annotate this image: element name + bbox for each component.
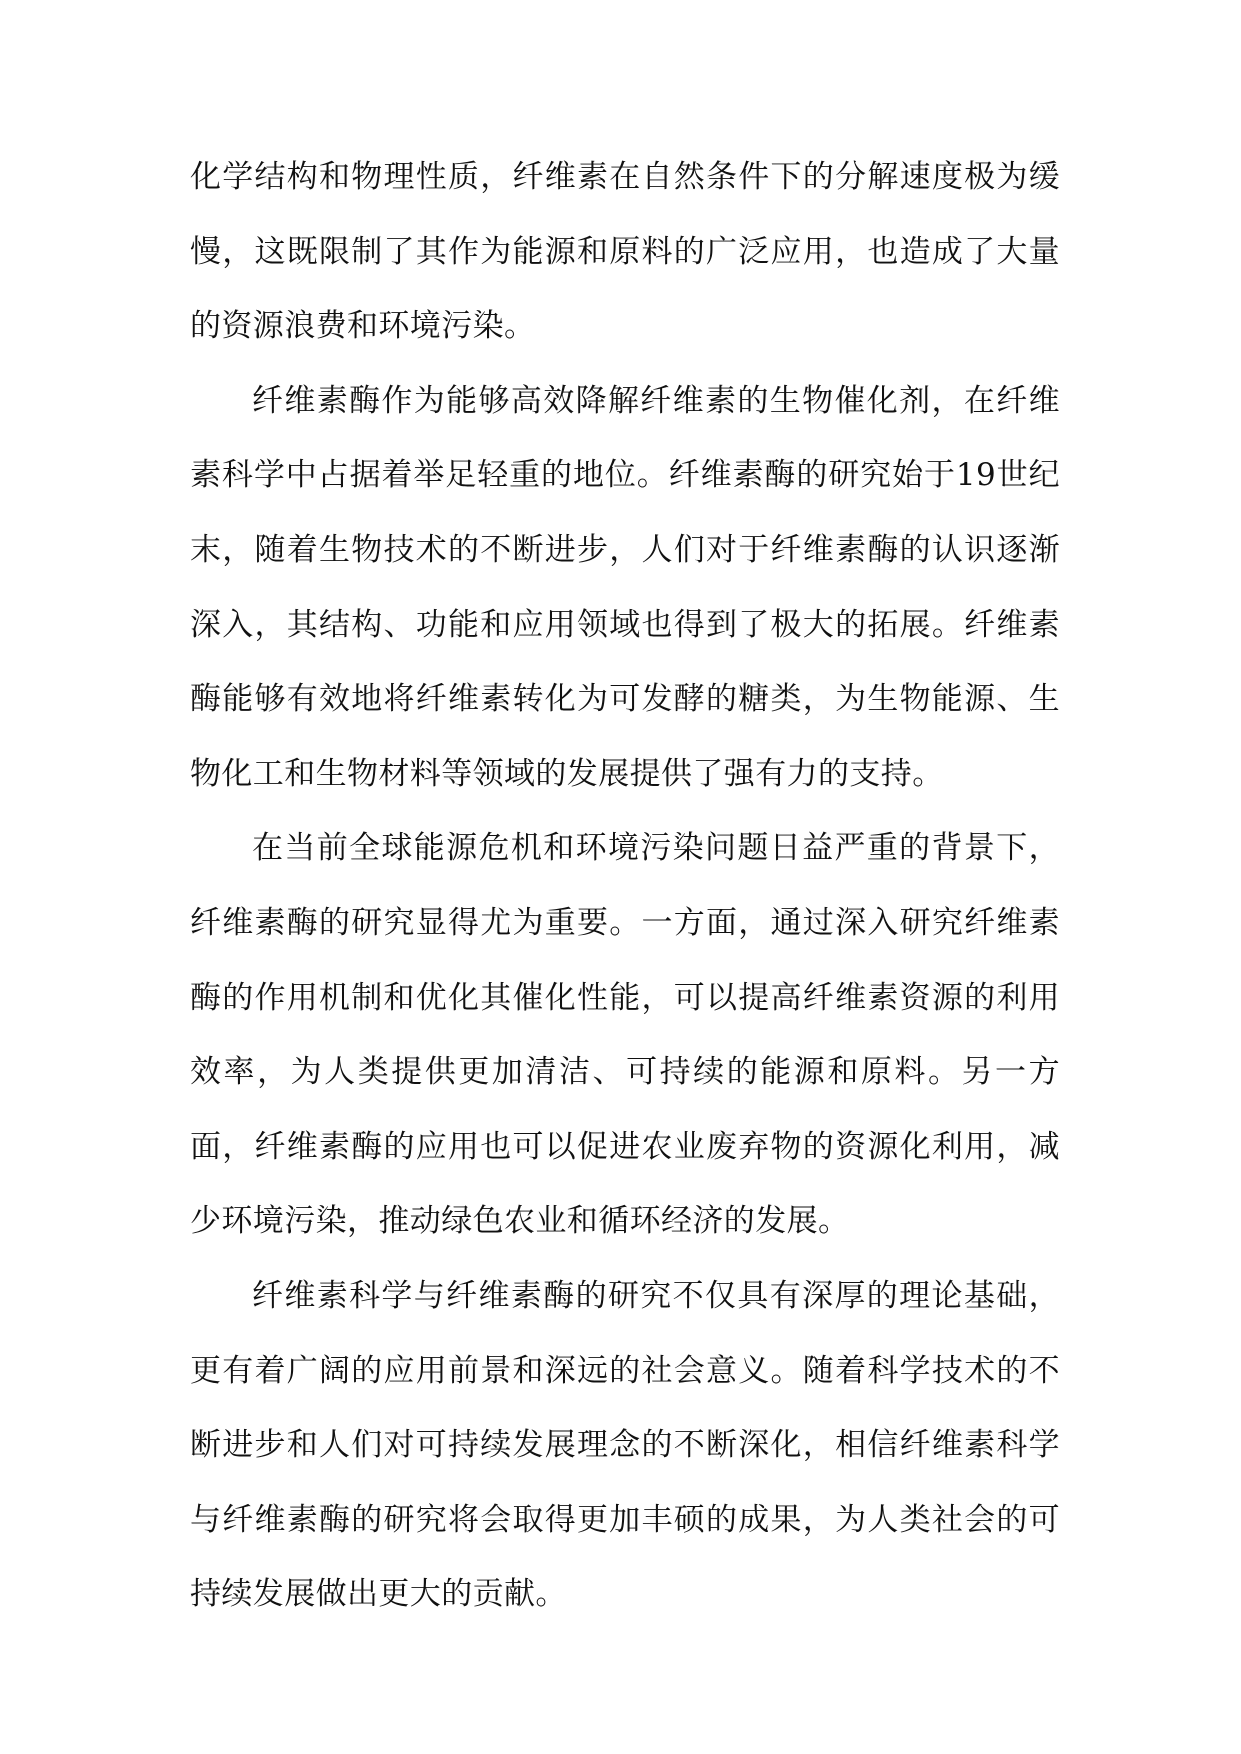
paragraph-2: 纤维素酶作为能够高效降解纤维素的生物催化剂，在纤维素科学中占据着举足轻重的地位。纤维素酶的研究始于19世纪末，随着生物技术的不断进步，人们对于纤维素酶的认识逐渐深入，其结构、功能和应用领域也得到了极大的拓展。纤维素酶能够有效地将纤维素转化为可发酵的糖类，为生物能源、生物化工和生物材料等领域的发展提供了强有力的支持。 [190,382,1060,792]
paragraph-1: 化学结构和物理性质，纤维素在自然条件下的分解速度极为缓慢，这既限制了其作为能源和原料的广泛应用，也造成了大量的资源浪费和环境污染。 [190,159,1060,345]
paragraph-4: 纤维素科学与纤维素酶的研究不仅具有深厚的理论基础，更有着广阔的应用前景和深远的社会意义。随着科学技术的不断进步和人们对可持续发展理念的不断深化，相信纤维素科学与纤维素酶的研究将会取得更加丰硕的成果，为人类社会的可持续发展做出更大的贡献。 [190,1277,1060,1613]
paragraph-3: 在当前全球能源危机和环境污染问题日益严重的背景下，纤维素酶的研究显得尤为重要。一方面，通过深入研究纤维素酶的作用机制和优化其催化性能，可以提高纤维素资源的利用效率，为人类提供更加清洁、可持续的能源和原料。另一方面，纤维素酶的应用也可以促进农业废弃物的资源化利用，减少环境污染，推动绿色农业和循环经济的发展。 [190,830,1060,1240]
document-body [190,140,1060,1632]
